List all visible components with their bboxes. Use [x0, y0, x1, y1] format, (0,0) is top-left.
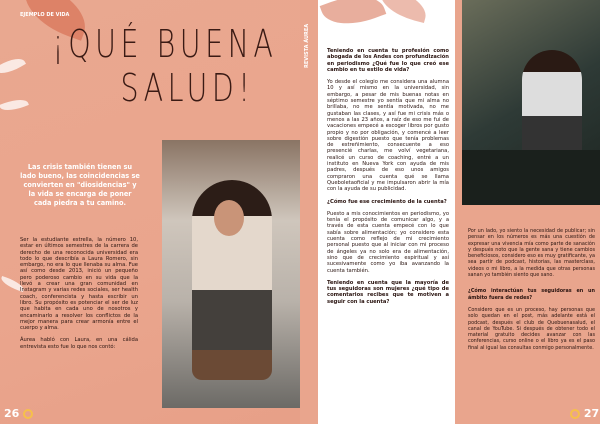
magazine-name: REVISTA ÁUREA [304, 23, 310, 68]
pull-quote: Las crisis también tienen su lado bueno, las coincidencias se convierten en "diosidencias" y la vida se encarga de poner cada piedra a tu camino. [20, 163, 140, 207]
article-title [40, 22, 290, 110]
page-number-right [570, 407, 599, 420]
question: Teniendo en cuenta tu profesión como abogada de los Andes con profundización en periodismo ¿Qué fue lo que creó ese cambio en tu estilo de vida? [327, 48, 449, 73]
page-number: 27 [583, 407, 600, 420]
leaf-decoration [320, 0, 387, 34]
answer: Considero que es un proceso, hay personas que solo quedan en el post, más adelante está el podcast, después el club de Quebuenasalud, el canal de YouTube. Si después de obtener todo el material gratuito decides avanzar con las conferencias, curso online o el libro ya es el paso final al igual las consultas conmigo personalmente. [468, 306, 595, 351]
question: ¿Cómo fue ese crecimiento de la cuenta? [327, 198, 447, 205]
portrait-photo [162, 140, 300, 408]
answer: Yo desde el colegio me considera una alumna 10 y así mismo en la universidad, sin embargo, a pesar de mis buenas notas en séptimo semestre yo sentía que mi alma no brillaba, no me sentía motivada, no me gustaban las clases, y así fue mi crisis más o menos a las 23 años, a raíz de eso me fui de vacaciones empecé a escoger libros por gusto propio y no por obligación, y comencé a leer sobre digestión puesto que tenía problemas de estreñimiento, consecuente a eso presencié charlas, me volví vegetariana, realicé un curso de coaching, entré a un instituto en Nueva York con ayuda de mis padres, después de eso unos amigos compraron una cuenta qué se llama Queboletaoficial y me impulsaron abrir la mía con la ayuda de su publicidad. [327, 79, 449, 193]
title-line-2: SALUD! [120, 66, 255, 110]
person-figure [522, 50, 582, 160]
paragraph: Áurea habló con Laura, en una cálida entrevista esto fue lo que nos contó: [20, 337, 138, 350]
spiral-logo-icon [570, 409, 580, 419]
title-line-1: ¡QUÉ BUENA [52, 22, 278, 66]
page-number: 26 [4, 407, 20, 420]
answer: Puesto a mis conocimientos en periodismo, yo tenía el propósito de comunicar algo, y a través de esta cuenta empecé con lo que sabía sobre alimentación; yo considero esta cuenta como reflejo de mi crecimiento personal puesto que al iniciar con mi proceso de ángeles ya no solo era de alimentación, sino que de crecimiento espiritual y así sucesivamente como yo iba avanzando la cuenta también. [327, 210, 449, 274]
question: ¿Cómo interactúan tus seguidoras en un ámbito fuera de redes? [468, 288, 595, 301]
leaf-decoration [0, 53, 26, 78]
answer: Por un lado, yo siento la necesidad de publicar; sin pensar en los números es más una cuestión de expresar una vivencia mía como parte de sanación y después noto que la gente sana y tiene cambios beneficiosos, considero eso es muy gratificante, ya sea partir de podcast, historias, las masterclass, videos o mi libro, a la medida que otras personas sanan yo también siento que sano. [468, 228, 595, 279]
leaf-decoration [0, 96, 29, 115]
page-number-left [4, 407, 33, 420]
section-label: EJEMPLO DE VIDA [20, 12, 70, 18]
interview-column [327, 48, 449, 311]
sitting-photo [462, 0, 600, 205]
paragraph: Ser la estudiante estrella, la número 10, estar en últimos semestres de la carrera de derecho de una reconocida universidad era todo lo que describía a Laura Romero, sin embargo, no era lo que llenaba su alma. Fue así como desde 2013, inició un pequeño pero poderoso cambio en su vida que la llevó a crear una gran comunidad en Instagram y varias redes sociales, ser health coach, conferencista y hasta escribir un libro. Su propósito es potenciar el ser de luz que habita en cada uno de nosotros y encaminarlo a resolver los conflictos de la mejor manera para crear armonía entre el cuerpo y alma. [20, 237, 138, 332]
person-face [214, 200, 244, 236]
interview-column-2 [468, 228, 595, 357]
sofa [462, 150, 600, 205]
spiral-logo-icon [23, 409, 33, 419]
intro-text [20, 237, 138, 356]
question: Teniendo en cuenta que la mayoría de tus seguidoras son mujeres ¿qué tipo de comentarios recibes que te motiven a seguir con la cuenta? [327, 279, 449, 305]
